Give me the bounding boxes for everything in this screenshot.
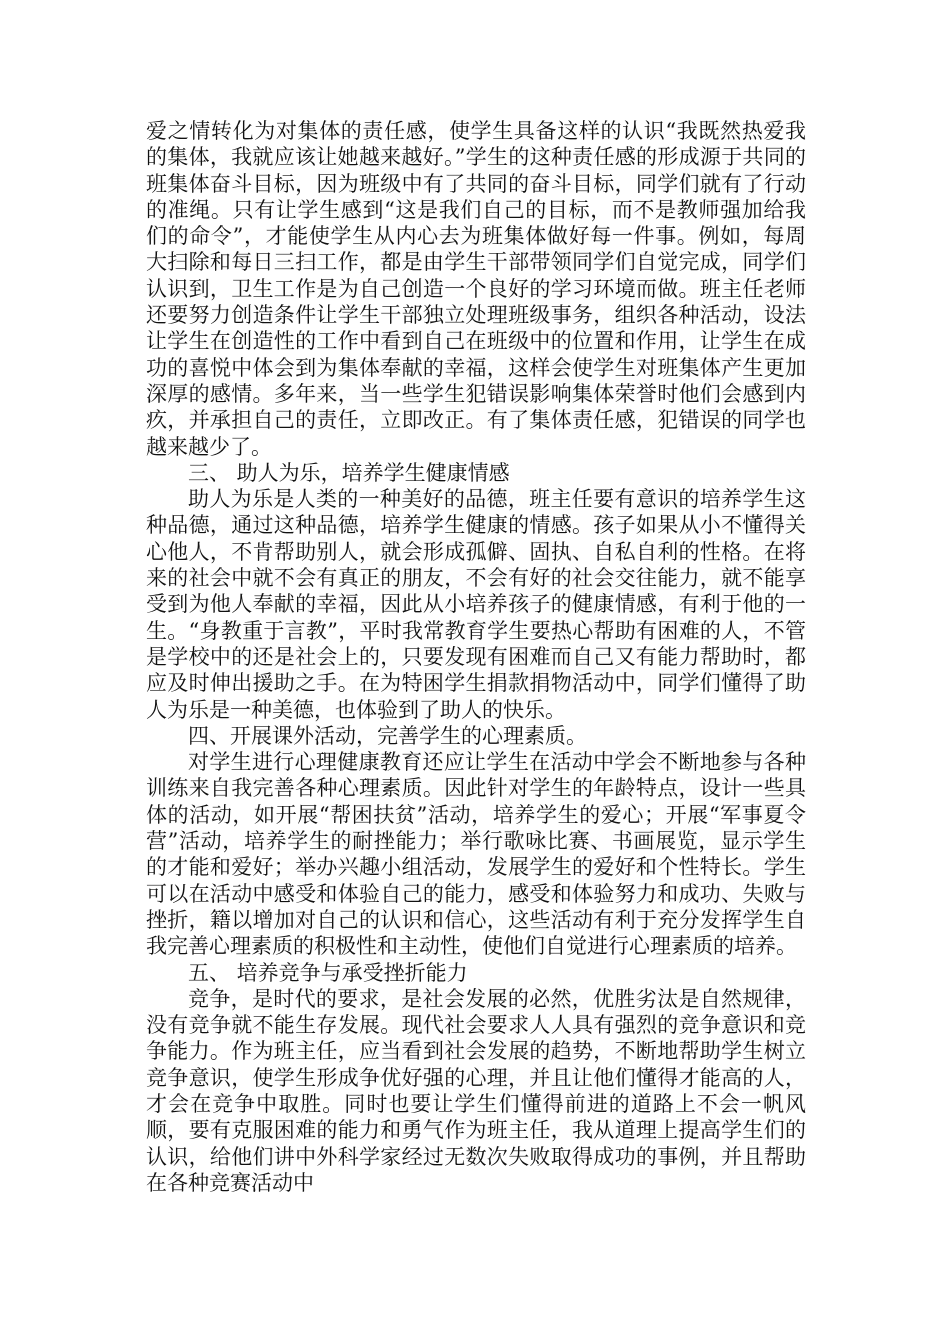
section-heading-3: 三、 助人为乐，培养学生健康情感 bbox=[188, 460, 510, 485]
document-page bbox=[146, 118, 806, 1196]
paragraph-extracurricular: 对学生进行心理健康教育还应让学生在活动中学会不断地参与各种训练来自我完善各种心理素质。因此针对学生的年龄特点，设计一些具体的活动，如开展“帮困扶贫”活动，培养学生的爱心；开展“军事夏令营”活动，培养学生的耐挫能力；举行歌咏比赛、书画展览，显示学生的才能和爱好；举办兴趣小组活动，发展学生的爱好和个性特长。学生可以在活动中感受和体验自己的能力，感受和体验努力和成功、失败与挫折，籍以增加对自己的认识和信心，这些活动有利于充分发挥学生自我完善心理素质的积极性和主动性，使他们自觉进行心理素质的培养。 bbox=[146, 750, 806, 959]
paragraph-helping-others: 助人为乐是人类的一种美好的品德，班主任要有意识的培养学生这种品德，通过这种品德，培养学生健康的情感。孩子如果从小不懂得关心他人，不肯帮助别人，就会形成孤僻、固执、自私自利的性格。在将来的社会中就不会有真正的朋友，不会有好的社会交往能力，就不能享受到为他人奉献的幸福，因此从小培养孩子的健康情感，有利于他的一生。“身教重于言教”，平时我常教育学生要热心帮助有困难的人，不管是学校中的还是社会上的，只要发现有困难而自己又有能力帮助时，都应及时伸出援助之手。在为特困学生捐款捐物活动中，同学们懂得了助人为乐是一种美德，也体验到了助人的快乐。 bbox=[146, 487, 806, 722]
section-heading-5: 五、 培养竞争与承受挫折能力 bbox=[188, 960, 468, 985]
section-heading-4: 四、开展课外活动，完善学生的心理素质。 bbox=[188, 723, 587, 748]
paragraph-competition: 竞争，是时代的要求，是社会发展的必然，优胜劣汰是自然规律，没有竞争就不能生存发展。现代社会要求人人具有强烈的竞争意识和竞争能力。作为班主任，应当看到社会发展的趋势，不断地帮助学生树立竞争意识，使学生形成争优好强的心理，并且让他们懂得才能高的人，才会在竞争中取胜。同时也要让学生们懂得前进的道路上不会一帆风顺，要有克服困难的能力和勇气作为班主任，我从道理上提高学生们的认识，给他们讲中外科学家经过无数次失败取得成功的事例，并且帮助在各种竞赛活动中 bbox=[146, 986, 806, 1195]
paragraph-collective-responsibility: 爱之情转化为对集体的责任感，使学生具备这样的认识“我既然热爱我的集体，我就应该让她越来越好。”学生的这种责任感的形成源于共同的班集体奋斗目标，因为班级中有了共同的奋斗目标，同学们就有了行动的准绳。只有让学生感到“这是我们自己的目标，而不是教师强加给我们的命令”，才能使学生从内心去为班集体做好每一件事。例如，每周大扫除和每日三扫工作，都是由学生干部带领同学们自觉完成，同学们认识到，卫生工作是为自己创造一个良好的学习环境而做。班主任老师还要努力创造条件让学生干部独立处理班级事务，组织各种活动，设法让学生在创造性的工作中看到自己在班级中的位置和作用，让学生在成功的喜悦中体会到为集体奉献的幸福，这样会使学生对班集体产生更加深厚的感情。多年来，当一些学生犯错误影响集体荣誉时他们会感到内疚，并承担自己的责任，立即改正。有了集体责任感，犯错误的同学也越来越少了。 bbox=[146, 119, 806, 459]
